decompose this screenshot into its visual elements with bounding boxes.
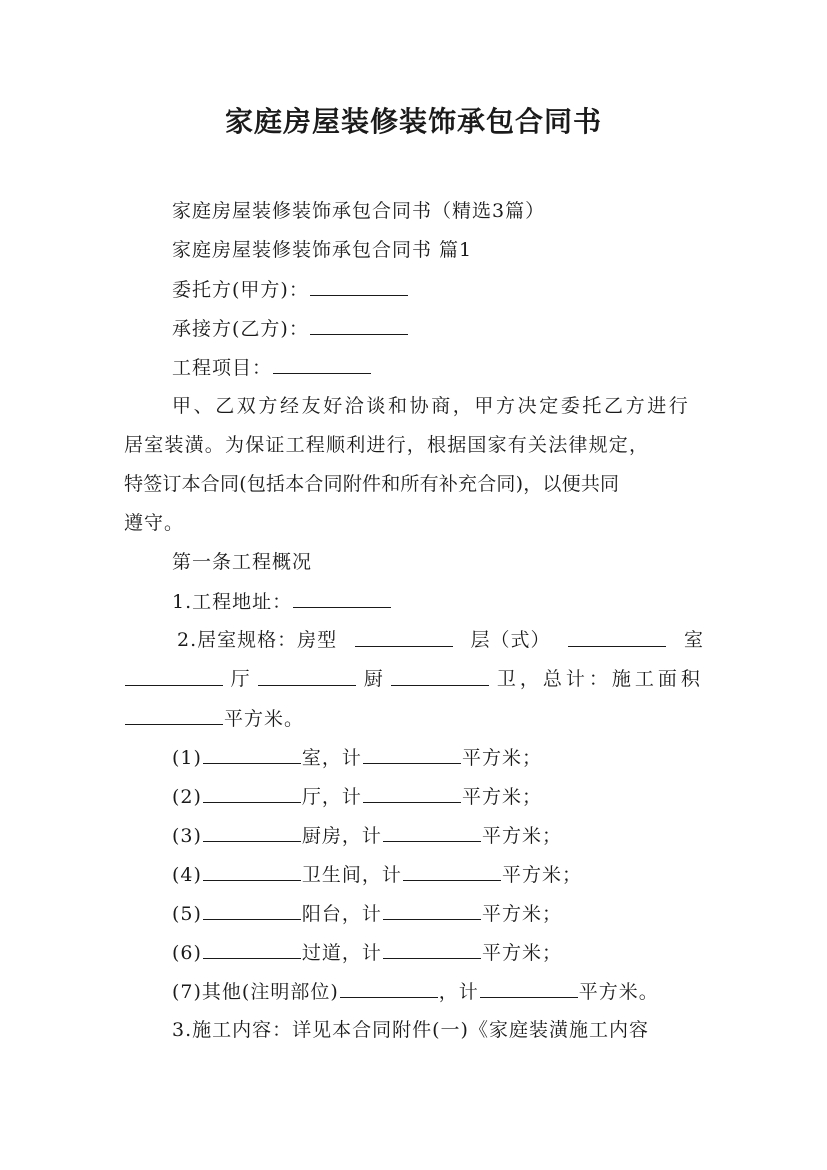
party-b-blank — [310, 315, 408, 335]
item-7-blank-b — [480, 978, 578, 998]
item-4-blank-a — [203, 861, 301, 881]
item-7 — [172, 978, 659, 1005]
item-2-unit: 平方米； — [461, 786, 542, 808]
intro-line-3: 特签订本合同(包括本合同附件和所有补充合同)，以便共同 — [124, 473, 620, 495]
item-2-label: 厅，计 — [301, 786, 362, 808]
item-6-label: 过道，计 — [301, 942, 382, 964]
item-4-number: (4) — [172, 864, 202, 886]
content-line: 3.施工内容：详见本合同附件(一)《家庭装潢施工内容 — [172, 1019, 649, 1041]
item-5-blank-a — [203, 900, 301, 920]
item-7-unit: 平方米。 — [578, 981, 659, 1003]
item-7-sep: ，计 — [438, 981, 479, 1003]
spec-line-3 — [124, 705, 304, 732]
party-b-line — [172, 315, 409, 342]
spec-hall-label: 厅 — [230, 668, 251, 690]
intro-line-2: 居室装潢。为保证工程顺利进行，根据国家有关法律规定， — [124, 434, 650, 456]
item-3-label: 厨房，计 — [301, 825, 382, 847]
project-blank — [273, 354, 371, 374]
item-1-blank-a — [203, 744, 301, 764]
item-5 — [172, 900, 562, 927]
item-1-label: 室，计 — [301, 747, 362, 769]
item-5-label: 阳台，计 — [301, 903, 382, 925]
item-3-number: (3) — [172, 825, 202, 847]
item-7-blank-a — [340, 978, 438, 998]
address-label: 1.工程地址： — [172, 591, 293, 613]
item-2-blank-a — [203, 783, 301, 803]
item-2 — [172, 783, 542, 810]
item-2-number: (2) — [172, 786, 202, 808]
item-1 — [172, 744, 542, 771]
spec-floor-label: 层（式） — [470, 629, 551, 651]
spec-kitchen-label: 厨 — [363, 668, 384, 690]
item-5-blank-b — [383, 900, 481, 920]
project-line — [172, 354, 372, 381]
item-6-blank-a — [203, 939, 301, 959]
intro-line-4: 遵守。 — [124, 512, 185, 534]
spec-total-label: 卫，总计：施工面积 — [496, 668, 704, 690]
part-heading: 家庭房屋装修装饰承包合同书 篇1 — [172, 239, 473, 261]
spec-room-label: 室 — [683, 629, 704, 651]
spec-label: 2.居室规格：房型 — [177, 629, 338, 651]
item-4-blank-b — [403, 861, 501, 881]
subtitle-line: 家庭房屋装修装饰承包合同书（精选3篇） — [172, 200, 546, 222]
document-title: 家庭房屋装修装饰承包合同书 — [224, 105, 602, 138]
article-1-heading: 第一条工程概况 — [172, 551, 313, 573]
party-a-label: 委托方(甲方)： — [172, 279, 309, 301]
item-6-unit: 平方米； — [481, 942, 562, 964]
spec-line-2 — [124, 666, 704, 692]
item-5-unit: 平方米； — [481, 903, 562, 925]
item-1-number: (1) — [172, 747, 202, 769]
item-6-number: (6) — [172, 942, 202, 964]
item-6 — [172, 939, 562, 966]
party-a-blank — [310, 276, 408, 296]
item-3 — [172, 822, 562, 849]
address-blank — [293, 588, 391, 608]
item-1-unit: 平方米； — [461, 747, 542, 769]
item-6-blank-b — [383, 939, 481, 959]
item-3-unit: 平方米； — [481, 825, 562, 847]
item-1-blank-b — [363, 744, 461, 764]
address-line — [172, 588, 392, 615]
area-blank — [125, 705, 223, 725]
floor-blank — [568, 627, 666, 647]
item-3-blank-a — [203, 822, 301, 842]
party-a-line — [172, 276, 409, 303]
kitchen-blank — [258, 666, 356, 686]
item-4 — [172, 861, 582, 888]
project-label: 工程项目： — [172, 357, 273, 379]
item-3-blank-b — [383, 822, 481, 842]
item-7-label: (7)其他(注明部位) — [172, 981, 339, 1003]
party-b-label: 承接方(乙方)： — [172, 318, 309, 340]
item-4-label: 卫生间，计 — [301, 864, 402, 886]
spec-area-unit: 平方米。 — [224, 708, 305, 730]
spec-line-1 — [177, 627, 704, 653]
intro-line-1: 甲、乙双方经友好洽谈和协商，甲方决定委托乙方进行 — [172, 395, 691, 417]
item-4-unit: 平方米； — [501, 864, 582, 886]
item-2-blank-b — [363, 783, 461, 803]
item-5-number: (5) — [172, 903, 202, 925]
hall-blank — [125, 666, 223, 686]
rooms-blank — [355, 627, 453, 647]
bath-blank — [391, 666, 489, 686]
